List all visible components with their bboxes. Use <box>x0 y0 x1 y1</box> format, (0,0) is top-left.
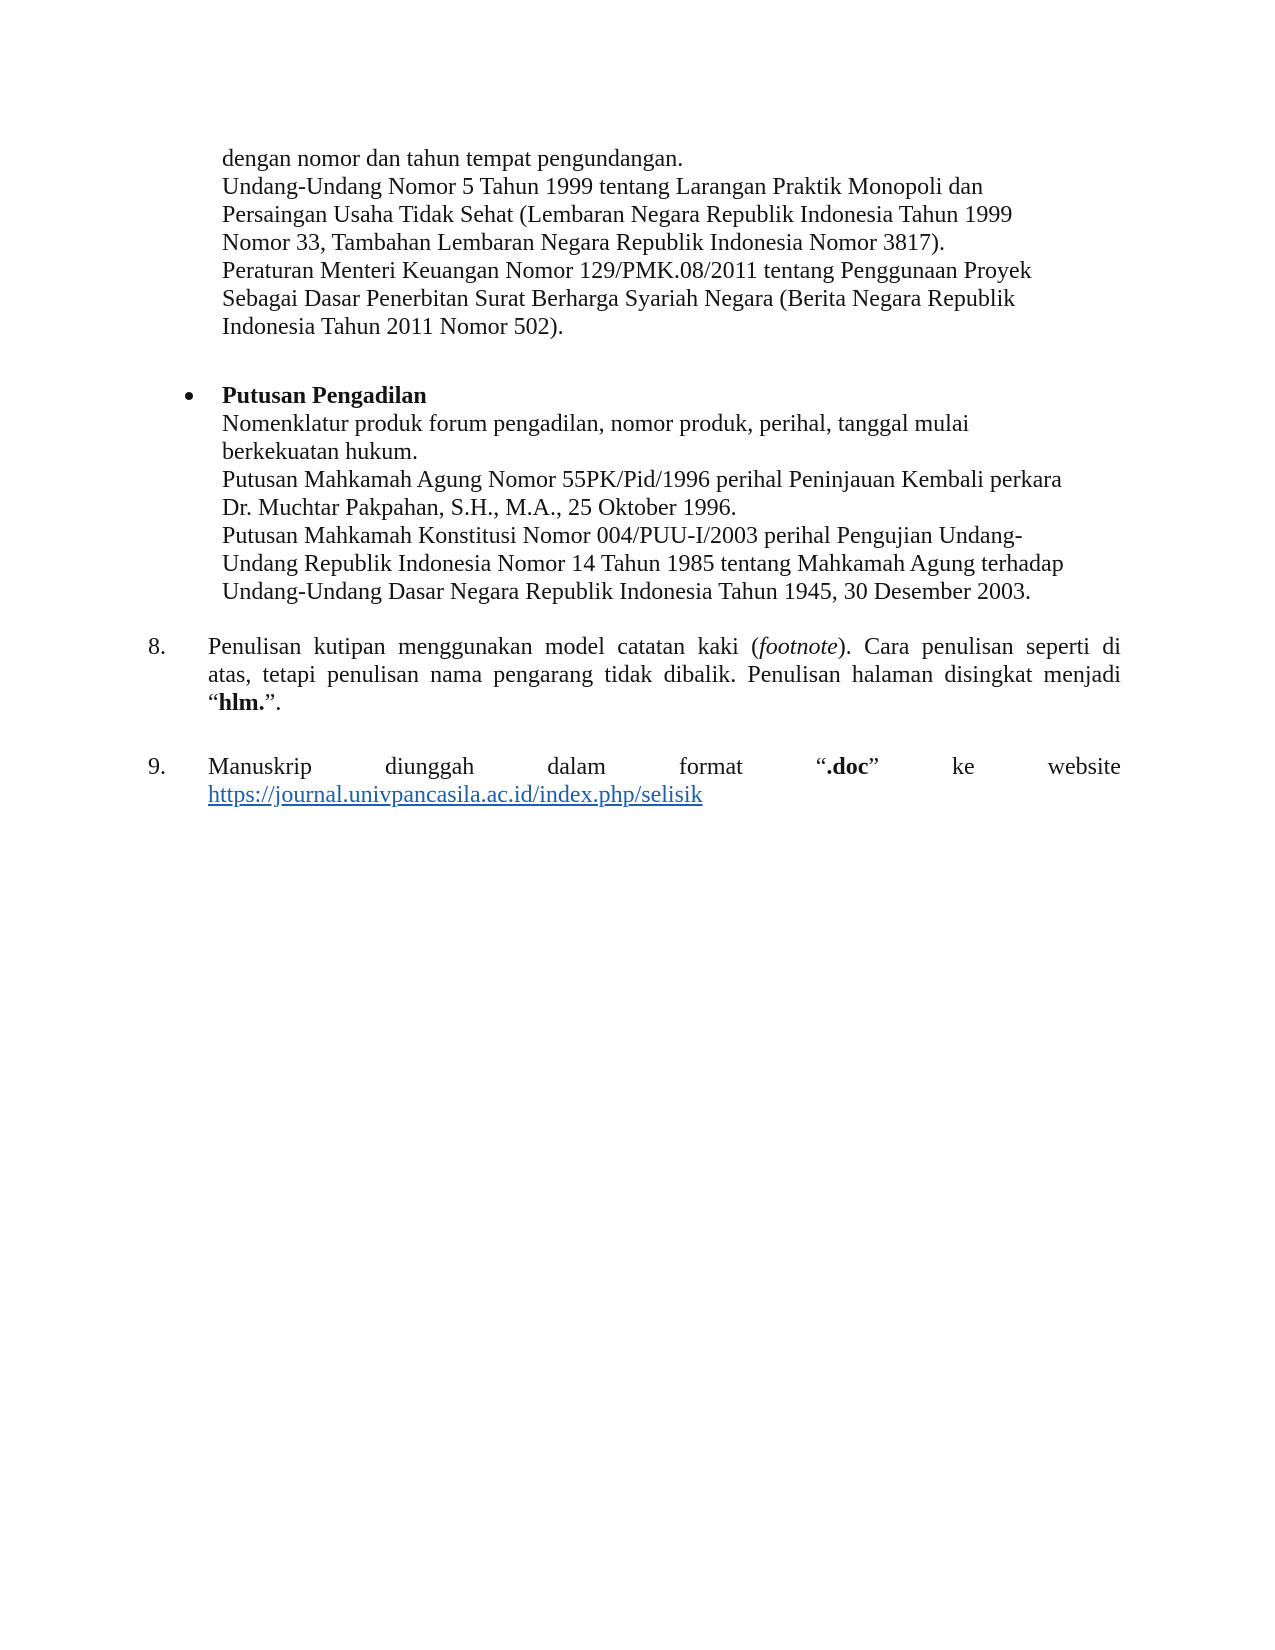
hlm-bold: hlm. <box>218 690 265 716</box>
word: penulisan <box>921 634 1014 660</box>
word: catatan <box>617 634 686 660</box>
list-number: 9. <box>148 754 166 780</box>
footnote-italic: footnote <box>759 634 838 660</box>
word: kaki <box>697 634 739 660</box>
quote-open: “ <box>815 754 827 780</box>
text-line: Undang Republik Indonesia Nomor 14 Tahun 1985 tentang Mahkamah Agung terhadap <box>222 551 1064 577</box>
text-line: Putusan Mahkamah Konstitusi Nomor 004/PUU-I/2003 perihal Pengujian Undang- <box>222 523 1023 549</box>
word: diunggah <box>384 754 475 780</box>
paren-open: ( <box>751 634 760 660</box>
bullet-icon <box>185 392 193 400</box>
word: seperti <box>1026 634 1090 660</box>
word: Penulisan <box>208 634 302 660</box>
word: halaman <box>851 662 934 688</box>
text-line: berkekuatan hukum. <box>222 439 418 465</box>
word: nama <box>430 662 483 688</box>
text-line <box>208 633 1121 661</box>
text-line <box>208 689 281 717</box>
quote-close: ”. <box>264 690 282 716</box>
quote-close: ” <box>868 754 880 780</box>
word: model <box>544 634 605 660</box>
text-line: Nomor 33, Tambahan Lembaran Negara Republik Indonesia Nomor 3817). <box>222 230 946 256</box>
word: tetapi <box>262 662 316 688</box>
text-line: dengan nomor dan tahun tempat pengundangan. <box>222 146 684 172</box>
word: penulisan <box>326 662 419 688</box>
word: website <box>1047 754 1121 780</box>
word: format <box>678 754 743 780</box>
word: ke <box>952 754 975 780</box>
text-line: Putusan Mahkamah Agung Nomor 55PK/Pid/1996 perihal Peninjauan Kembali perkara <box>222 467 1062 493</box>
word: Penulisan <box>747 662 841 688</box>
paren-close: ). <box>837 634 852 660</box>
word: dibalik. <box>663 662 737 688</box>
word: disingkat <box>944 662 1033 688</box>
text-line: Dr. Muchtar Pakpahan, S.H., M.A., 25 Oktober 1996. <box>222 495 737 521</box>
text-line <box>208 661 1121 689</box>
word: menjadi <box>1043 662 1121 688</box>
journal-website-link[interactable]: https://journal.univpancasila.ac.id/index.php/selisik <box>208 782 703 808</box>
word: tidak <box>604 662 653 688</box>
word: kutipan <box>313 634 386 660</box>
section-heading: Putusan Pengadilan <box>222 383 427 409</box>
text-line: Sebagai Dasar Penerbitan Surat Berharga Syariah Negara (Berita Negara Republik <box>222 286 1016 312</box>
word: Cara <box>864 634 910 660</box>
doc-bold: .doc <box>826 754 869 780</box>
text-line: Undang-Undang Dasar Negara Republik Indonesia Tahun 1945, 30 Desember 2003. <box>222 579 1032 605</box>
word: dalam <box>547 754 606 780</box>
text-line <box>208 753 1121 781</box>
list-number: 8. <box>148 634 166 660</box>
text-line: Indonesia Tahun 2011 Nomor 502). <box>222 314 564 340</box>
text-line: Persaingan Usaha Tidak Sehat (Lembaran Negara Republik Indonesia Tahun 1999 <box>222 202 1013 228</box>
word: Manuskrip <box>208 754 312 780</box>
quote-open: “ <box>208 690 219 716</box>
text-line: Undang-Undang Nomor 5 Tahun 1999 tentang Larangan Praktik Monopoli dan <box>222 174 984 200</box>
word-doc <box>816 753 879 781</box>
text-line: Peraturan Menteri Keuangan Nomor 129/PMK.08/2011 tentang Penggunaan Proyek <box>222 258 1032 284</box>
word: atas, <box>208 662 252 688</box>
word: di <box>1102 634 1121 660</box>
word-footnote <box>751 633 852 661</box>
word: menggunakan <box>397 634 533 660</box>
text-line: Nomenklatur produk forum pengadilan, nomor produk, perihal, tanggal mulai <box>222 411 970 437</box>
word: pengarang <box>493 662 594 688</box>
